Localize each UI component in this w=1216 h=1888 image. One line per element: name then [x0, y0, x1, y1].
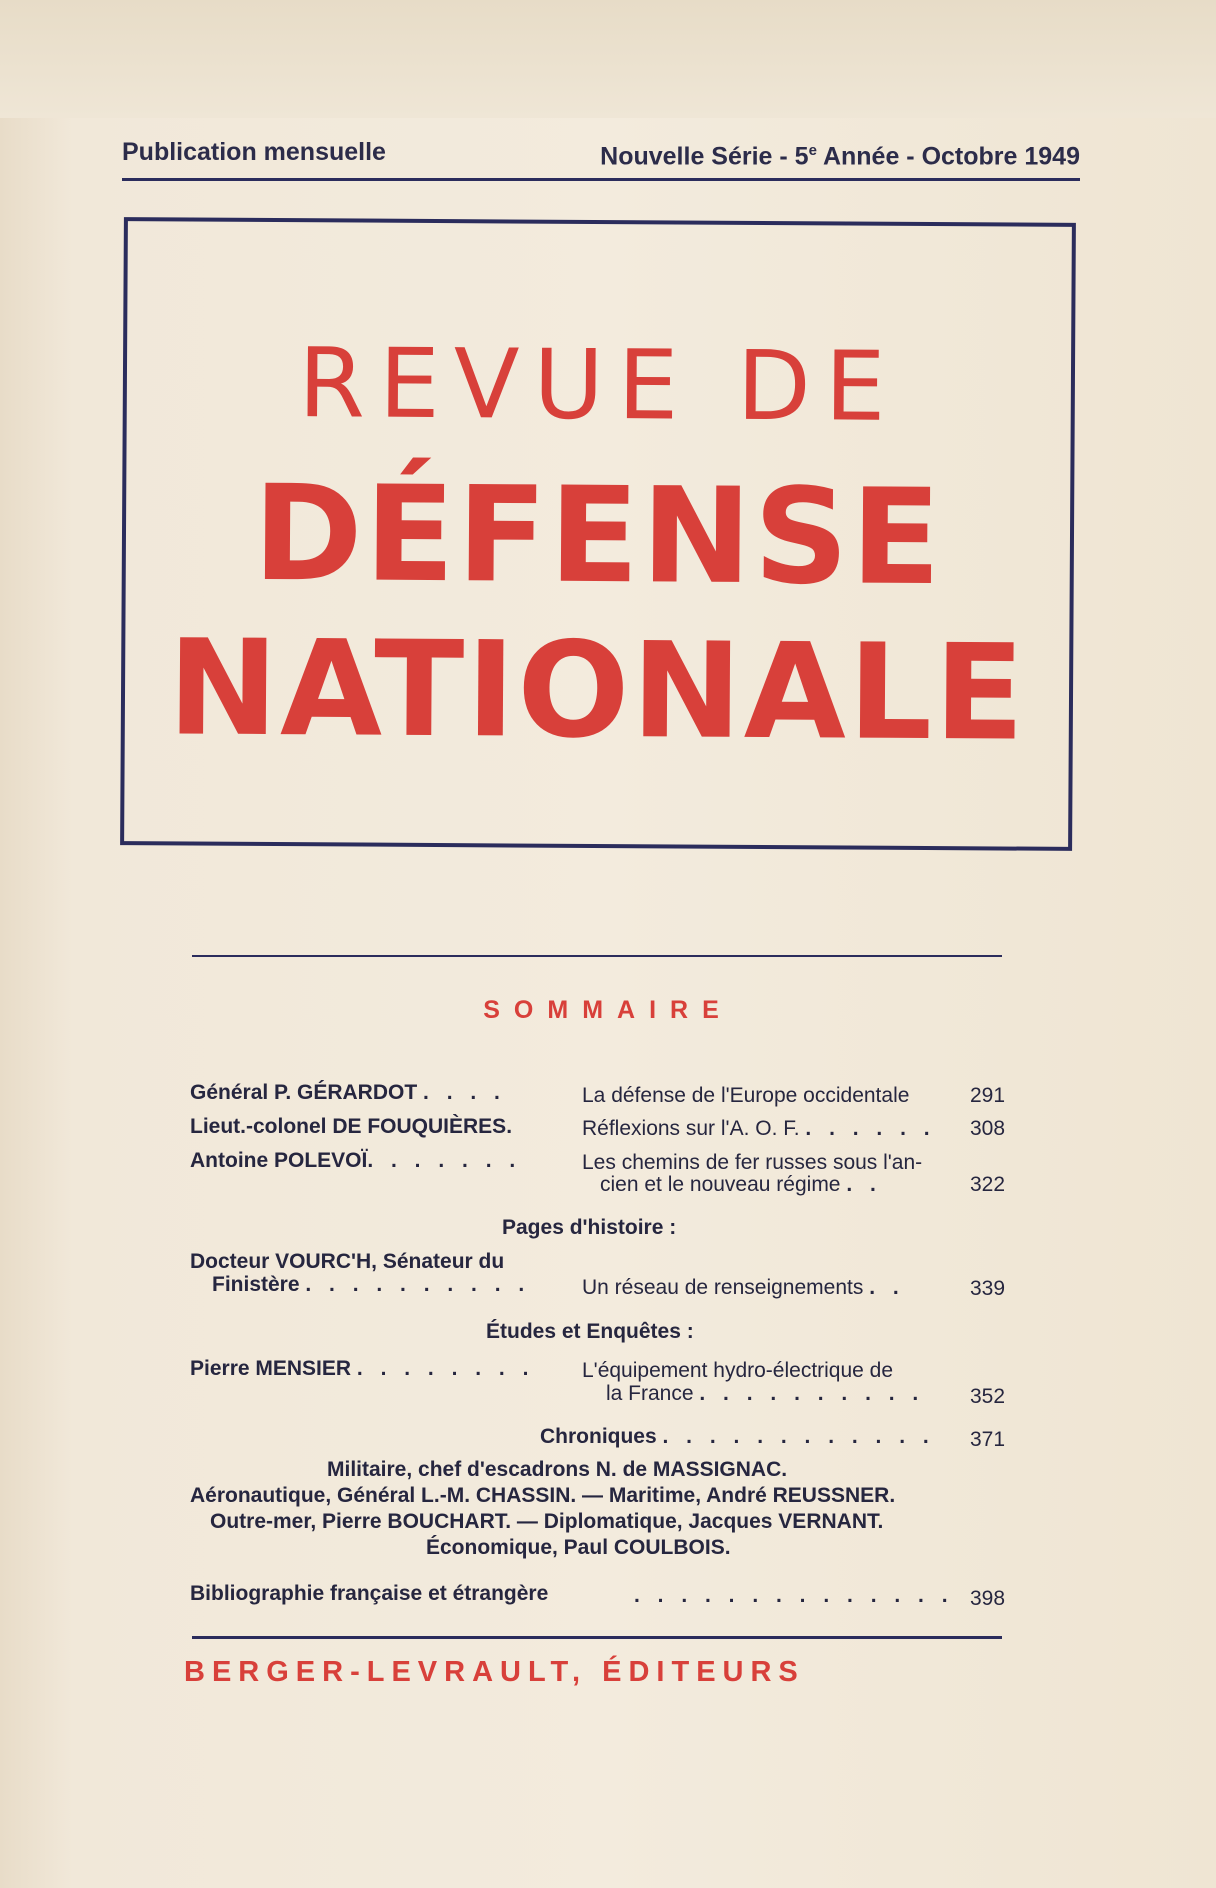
toc-author-5: Pierre MENSIER . . . . . . . .	[190, 1357, 535, 1380]
toc-author-4a: Docteur VOURC'H, Sénateur du	[190, 1250, 505, 1273]
toc-author-4b: Finistère . . . . . . . . . .	[212, 1273, 531, 1296]
title-line-2: DÉFENSE	[252, 456, 944, 616]
chroniques-line-1: Militaire, chef d'escadrons N. de MASSIGNAC.	[327, 1458, 788, 1481]
issue-info	[600, 142, 1080, 171]
section-pages-histoire: Pages d'histoire :	[502, 1216, 677, 1239]
toc-bibliographie: Bibliographie française et étrangère	[190, 1582, 549, 1605]
paper-top-edge	[0, 0, 1216, 118]
chroniques-page: 371	[970, 1428, 1006, 1451]
toc-title-1: La défense de l'Europe occidentale	[582, 1084, 910, 1107]
issue-info-prefix: Nouvelle Série - 5	[600, 142, 809, 171]
chroniques-line-2: Aéronautique, Général L.-M. CHASSIN. — Maritime, André REUSSNER.	[190, 1484, 896, 1507]
chroniques-heading: Chroniques . . . . . . . . . . . .	[540, 1425, 935, 1448]
toc-author-1: Général P. GÉRARDOT . . . .	[190, 1081, 506, 1104]
toc-title-5a: L'équipement hydro-électrique de	[582, 1359, 894, 1382]
toc-page-4: 339	[970, 1277, 1006, 1300]
toc-title-5b: la France . . . . . . . . . .	[606, 1382, 925, 1405]
toc-title-4: Un réseau de renseignements . .	[582, 1276, 905, 1299]
toc-author-3: Antoine POLEVOÏ. . . . . . .	[190, 1149, 522, 1172]
toc-page-5: 352	[970, 1385, 1006, 1408]
title-frame	[120, 217, 1076, 851]
toc-page-1: 291	[970, 1084, 1006, 1107]
title-line-3: NATIONALE	[167, 611, 1027, 771]
footer-rule	[192, 1636, 1002, 1639]
toc-page-2: 308	[970, 1117, 1006, 1140]
toc-author-2: Lieut.-colonel DE FOUQUIÈRES.	[190, 1115, 513, 1138]
toc-title-3b: cien et le nouveau régime . .	[600, 1173, 882, 1196]
section-etudes-enquetes: Études et Enquêtes :	[486, 1320, 694, 1343]
toc-bibliographie-page: 398	[970, 1587, 1006, 1610]
toc-page-3: 322	[970, 1173, 1006, 1196]
toc-bibliographie-dots: . . . . . . . . . . . . . .	[634, 1584, 954, 1607]
publication-frequency: Publication mensuelle	[122, 138, 386, 166]
publisher-footer: BERGER-LEVRAULT, ÉDITEURS	[184, 1656, 805, 1688]
issue-info-suffix: Année - Octobre 1949	[816, 142, 1080, 171]
title-line-1: REVUE DE	[298, 327, 900, 443]
sommaire-heading: SOMMAIRE	[483, 996, 733, 1024]
chroniques-line-4: Économique, Paul COULBOIS.	[426, 1536, 731, 1559]
header-rule	[122, 178, 1080, 181]
issue-info-sup: e	[808, 142, 817, 159]
toc-title-3a: Les chemins de fer russes sous l'an-	[582, 1151, 923, 1174]
sommaire-top-rule	[192, 955, 1002, 957]
chroniques-line-3: Outre-mer, Pierre BOUCHART. — Diplomatique, Jacques VERNANT.	[210, 1510, 884, 1533]
toc-title-2: Réflexions sur l'A. O. F. . . . . . .	[582, 1117, 936, 1140]
